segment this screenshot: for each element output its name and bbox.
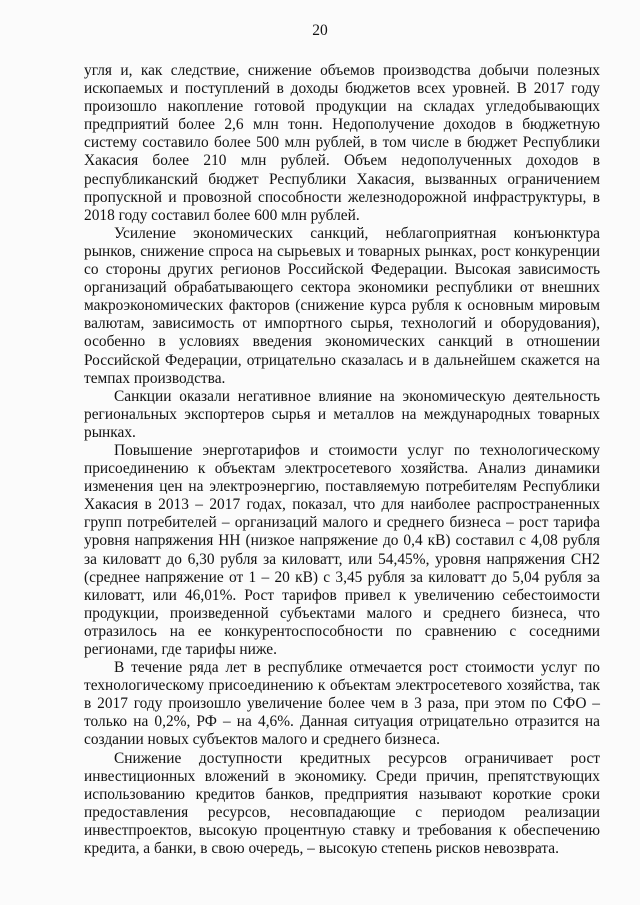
paragraph-economic-sanctions: Усиление экономических санкций, неблагоприятная конъюнктура рынков, снижение спроса на сырьевых и товарных рынках, рост конкуренции со стороны других регионов Российской Федерации. Высокая зависимость организаций обрабатывающего сектора экономики республики от внешних макроэкономических факторов (снижение курса рубля к основным мировым валютам, зависимость от импортного сырья, технологий и оборудования), особенно в условиях введения экономических санкций в отношении Российской Федерации, отрицательно сказалась и в дальнейшем скажется на темпах производства.	[84, 224, 600, 387]
document-body	[84, 62, 600, 858]
paragraph-energy-tariffs: Повышение энерготарифов и стоимости услуг по технологическому присоединению к объектам электросетевого хозяйства. Анализ динамики изменения цен на электроэнергию, поставляемую потребителям Республики Хакасия в 2013 – 2017 годах, показал, что для наиболее распространенных групп потребителей – организаций малого и среднего бизнеса – рост тарифа уровня напряжения НН (низкое напряжение до 0,4 кВ) составил с 4,08 рубля за киловатт до 6,30 рубля за киловатт, или 54,45%, уровня напряжения СН2 (среднее напряжение от 1 – 20 кВ) с 3,45 рубля за киловатт до 5,04 рубля за киловатт, или 46,01%. Рост тарифов привел к увеличению себестоимости продукции, произведенной субъектами малого и среднего бизнеса, что отразилось на ее конкурентоспособности по сравнению с соседними регионами, где тарифы ниже.	[84, 441, 600, 658]
paragraph-sanctions-exporters: Санкции оказали негативное влияние на экономическую деятельность региональных экспортеров сырья и металлов на международных товарных рынках.	[84, 387, 600, 441]
page-number: 20	[312, 22, 328, 39]
paragraph-coal-revenue-loss: угля и, как следствие, снижение объемов производства добычи полезных ископаемых и поступлений в доходы бюджетов всех уровней. В 2017 году произошло накопление готовой продукции на складах угледобывающих предприятий более 2,6 млн тонн. Недополучение доходов в бюджетную систему составило более 500 млн рублей, в том числе в бюджет Республики Хакасия более 210 млн рублей. Объем недополученных доходов в республиканский бюджет Республики Хакасия, вызванных ограничением пропускной и провозной способности железнодорожной инфраструктуры, в 2018 году составил более 600 млн рублей.	[84, 62, 600, 224]
paragraph-credit-availability: Снижение доступности кредитных ресурсов ограничивает рост инвестиционных вложений в экономику. Среди причин, препятствующих использованию кредитов банков, предприятия называют короткие сроки предоставления ресурсов, несовпадающие с периодом реализации инвестпроектов, высокую процентную ставку и требования к обеспечению кредита, а банки, в свою очередь, – высокую степень рисков невозврата.	[84, 749, 600, 858]
paragraph-grid-connection-cost: В течение ряда лет в республике отмечается рост стоимости услуг по технологическому присоединению к объектам электросетевого хозяйства, так в 2017 году произошло увеличение более чем в 3 раза, при этом по СФО – только на 0,2%, РФ – на 4,6%. Данная ситуация отрицательно отразится на создании новых субъектов малого и среднего бизнеса.	[84, 659, 600, 749]
